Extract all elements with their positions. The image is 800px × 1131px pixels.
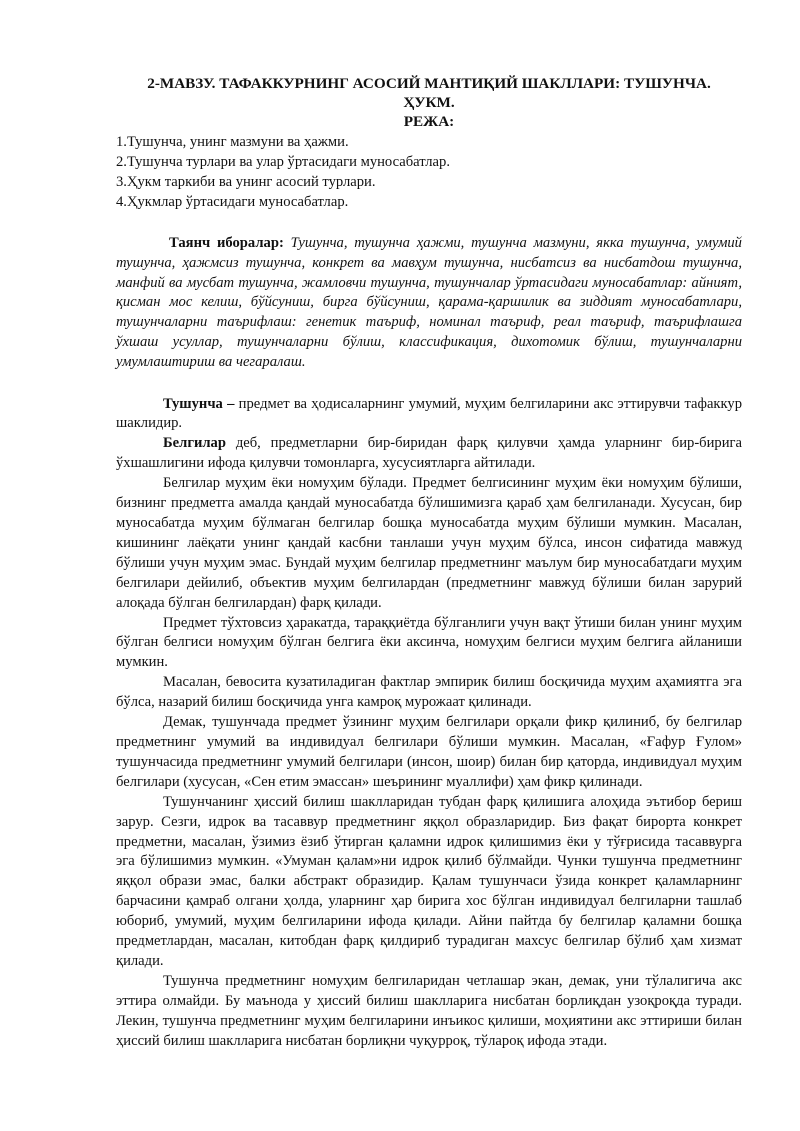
body-text	[116, 395, 742, 1052]
plan-item: 4.Ҳукмлар ўртасидаги муносабатлар.	[116, 194, 349, 210]
keywords-text: Тушунча, тушунча ҳажми, тушунча мазмуни, якка тушунча, умумий тушунча, ҳажмсиз тушунча, конкрет ва мавҳум тушунча, нисбатсиз ва нисбатдош тушунча, манфий ва мусбат тушунча, жамловчи тушунча, тушунчалар ўртасидаги муносабатлар: айният, қисман мос келиш, бўйсуниш, бирга бўйсуниш, қарама-қаршилик ва зиддият муносабатлари, тушунчаларни таърифлаш: генетик таъриф, номинал таъриф, реал таъриф, таърифлашга ўхшаш усуллар, тушунчаларни бўлиш, классификация, дихотомик бўлиш, тушунчаларни умумлаштириш ва чегаралаш.	[116, 235, 742, 370]
page-title-line-2: ҲУКМ.	[403, 94, 455, 111]
plan-section	[116, 132, 742, 212]
paragraph: Тушунча предметнинг номуҳим белгиларидан четлашар экан, демак, уни тўлалигича акс эттира олмайди. Бу маънода у ҳиссий билиш шаклларига нисбатан борлиқдан узоқроқда туради. Лекин, тушунча предметнинг муҳим белгиларини инъикос қилиши, моҳиятини акс эттириши билан ҳиссий билиш шаклларига нисбатан борлиқни чуқурроқ, тўлароқ ифода этади.	[116, 972, 742, 1049]
paragraph-features	[116, 434, 742, 474]
plan-list	[116, 132, 742, 212]
plan-item: 2.Тушунча турлари ва улар ўртасидаги муносабатлар.	[116, 154, 450, 170]
paragraph-text: предмет ва ҳодисаларнинг умумий, муҳим белгиларини акс эттирувчи тафаккур шаклидир.	[116, 395, 742, 432]
plan-item: 3.Ҳукм таркиби ва унинг асосий турлари.	[116, 174, 376, 190]
page-title-line-1: 2-МАВЗУ. ТАФАККУРНИНГ АСОСИЙ МАНТИҚИЙ ШАКЛЛАРИ: ТУШУНЧА.	[147, 75, 711, 92]
plan-heading: РЕЖА:	[403, 113, 455, 130]
paragraph: Предмет тўхтовсиз ҳаракатда, тараққиётда бўлганлиги учун вақт ўтиши билан унинг муҳим бўлган белгиси номуҳим бўлган белгига ёки аксинча, номуҳим белгиси муҳим белгига айланиши мумкин.	[116, 614, 742, 671]
term-concept: Тушунча –	[163, 395, 235, 412]
paragraph: Белгилар муҳим ёки номуҳим бўлади. Предмет белгисининг муҳим ёки номуҳим бўлиши, бизнинг предметга амалда қандай муносабатда бўлишимизга қараб ҳам белгиланади. Хусусан, бир муносабатда муҳим бўлмаган белгилар бошқа муносабатда муҳим бўлиши мумкин. Масалан, кишининг лаёқати унинг қандай касбни танлаши учун муҳим бўлса, инсон сифатида мавжуд бўлиши учун муҳим эмас. Бундай муҳим белгилар предметнинг маълум бир муносабатдаги муҳим белгилари дейилиб, объектив муҳим белгилардан (предметнинг мавжуд бўлиши билан зарурий алоқада бўлган белгилардан) фарқ қилади.	[116, 475, 742, 611]
paragraph: Демак, тушунчада предмет ўзининг муҳим белгилари орқали фикр қилиниб, бу белгилар предметнинг умумий ва индивидуал белгилари бўлиши мумкин. Масалан, «Ғафур Ғулом» тушунчасида предметнинг умумий белгилари (инсон, шоир) билан бир қаторда, индивидуал муҳим белгилари (хусусан, «Сен етим эмассан» шеърининг муаллифи) ҳам фикр қилинади.	[116, 714, 742, 790]
keywords-paragraph	[116, 234, 742, 373]
plan-item: 1.Тушунча, унинг мазмуни ва ҳажми.	[116, 134, 349, 150]
paragraph-text: деб, предметларни бир-биридан фарқ қилувчи ҳамда уларнинг бир-бирига ўхшашлигини ифода қилувчи томонларга, хусусиятларга айтилади.	[116, 435, 742, 472]
paragraph: Масалан, бевосита кузатиладиган фактлар эмпирик билиш босқичида муҳим аҳамиятга эга бўлса, назарий билиш босқичида унга камроқ мурожаат қилинади.	[116, 674, 742, 711]
paragraph: Тушунчанинг ҳиссий билиш шаклларидан тубдан фарқ қилишига алоҳида эътибор бериш зарур. Сезги, идрок ва тасаввур предметнинг яққол образларидир. Биз фақат бирорта конкрет предметни, масалан, ўзимиз ёзиб ўтирган қаламни идрок қилишимиз ёки у тўғрисида тасаввурга эга бўлишимиз мумкин. «Умуман қалам»ни идрок қилиб бўлмайди. Чунки тушунча предметнинг яққол образи эмас, балки абстракт образидир. Қалам тушунчаси ўзида конкрет қаламларнинг барчасини қамраб олгани ҳолда, уларнинг ҳар бирига хос бўлган индивидуал белгиларни ташлаб юбориб, умумий, муҳим белгиларини ифода қилади. Айни пайтда бу белгилар қаламни бошқа предметлардан, масалан, китобдан фарқ қилдириб турадиган махсус белгилар бўлиб ҳам хизмат қилади.	[116, 793, 742, 969]
term-features: Белгилар	[163, 435, 226, 452]
keywords-label: Таянч иборалар:	[169, 235, 284, 251]
paragraph-definition	[116, 395, 742, 435]
